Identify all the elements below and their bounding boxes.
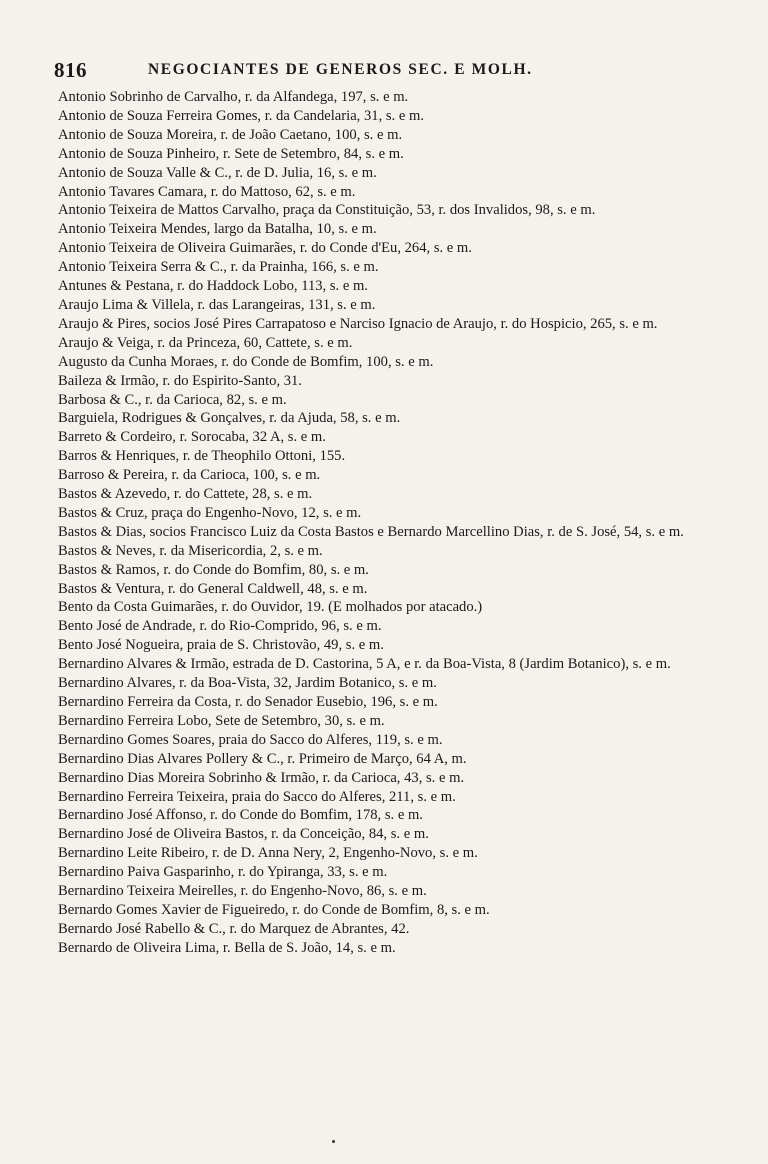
- list-item: Bernardino José de Oliveira Bastos, r. da Conceição, 84, s. e m.: [58, 826, 429, 843]
- list-item: Araujo & Veiga, r. da Princeza, 60, Cattete, s. e m.: [58, 334, 353, 351]
- list-item: Barreto & Cordeiro, r. Sorocaba, 32 A, s. e m.: [58, 429, 326, 446]
- list-item: Bernardo José Rabello & C., r. do Marquez de Abrantes, 42.: [58, 920, 410, 937]
- list-item: Antunes & Pestana, r. do Haddock Lobo, 113, s. e m.: [58, 278, 368, 295]
- list-item: Bernardino Dias Alvares Pollery & C., r. Primeiro de Março, 64 A, m.: [58, 750, 467, 767]
- list-item: Bernardo de Oliveira Lima, r. Bella de S. João, 14, s. e m.: [58, 939, 396, 956]
- list-item: Antonio Teixeira Mendes, largo da Batalha, 10, s. e m.: [58, 221, 377, 238]
- list-item: Araujo & Pires, socios José Pires Carrapatoso e Narciso Ignacio de Araujo, r. do Hospicio, 265, s. e m.: [58, 315, 658, 332]
- list-item: Bento José de Andrade, r. do Rio-Comprido, 96, s. e m.: [58, 618, 382, 635]
- list-item: Antonio de Souza Moreira, r. de João Caetano, 100, s. e m.: [58, 126, 403, 143]
- page-header: [54, 58, 698, 82]
- list-item: Bento da Costa Guimarães, r. do Ouvidor, 19. (E molhados por atacado.): [58, 599, 483, 616]
- merchant-list: [58, 88, 694, 958]
- list-item: Bastos & Azevedo, r. do Cattete, 28, s. e m.: [58, 486, 313, 503]
- list-item: Antonio Teixeira Serra & C., r. da Prainha, 166, s. e m.: [58, 259, 379, 276]
- list-item: Bernardino Alvares, r. da Boa-Vista, 32, Jardim Botanico, s. e m.: [58, 675, 437, 692]
- running-head: NEGOCIANTES DE GENEROS SEC. E MOLH.: [148, 61, 533, 78]
- list-item: Bastos & Ramos, r. do Conde do Bomfim, 80, s. e m.: [58, 561, 369, 578]
- print-speck: [332, 1140, 335, 1143]
- list-item: Bernardino Dias Moreira Sobrinho & Irmão, r. da Carioca, 43, s. e m.: [58, 769, 465, 786]
- list-item: Bernardino Ferreira Teixeira, praia do Sacco do Alferes, 211, s. e m.: [58, 788, 456, 805]
- list-item: Antonio Teixeira de Oliveira Guimarães, r. do Conde d'Eu, 264, s. e m.: [58, 240, 472, 257]
- list-item: Antonio Tavares Camara, r. do Mattoso, 62, s. e m.: [58, 183, 356, 200]
- list-item: Bernardino Paiva Gasparinho, r. do Ypiranga, 33, s. e m.: [58, 864, 388, 881]
- list-item: Bernardino Ferreira da Costa, r. do Senador Eusebio, 196, s. e m.: [58, 694, 438, 710]
- list-item: Bernardo Gomes Xavier de Figueiredo, r. do Conde de Bomfim, 8, s. e m.: [58, 901, 490, 918]
- list-item: Antonio de Souza Pinheiro, r. Sete de Setembro, 84, s. e m.: [58, 145, 404, 162]
- list-item: Antonio de Souza Ferreira Gomes, r. da Candelaria, 31, s. e m.: [58, 107, 424, 124]
- page-number: 816: [54, 58, 87, 82]
- list-item: Antonio Sobrinho de Carvalho, r. da Alfandega, 197, s. e m.: [58, 89, 409, 105]
- list-item: Barroso & Pereira, r. da Carioca, 100, s. e m.: [58, 467, 321, 484]
- list-item: Antonio de Souza Valle & C., r. de D. Julia, 16, s. e m.: [58, 164, 377, 181]
- list-item: Bastos & Dias, socios Francisco Luiz da Costa Bastos e Bernardo Marcellino Dias, r. de S. José, 54, s. e m.: [58, 523, 684, 540]
- list-item: Antonio Teixeira de Mattos Carvalho, praça da Constituição, 53, r. dos Invalidos, 98, s. e m.: [58, 202, 596, 219]
- list-item: Barbosa & C., r. da Carioca, 82, s. e m.: [58, 391, 287, 408]
- list-item: Bernardino José Affonso, r. do Conde do Bomfim, 178, s. e m.: [58, 807, 423, 824]
- list-item: Baileza & Irmão, r. do Espirito-Santo, 31.: [58, 372, 302, 389]
- list-item: Araujo Lima & Villela, r. das Larangeiras, 131, s. e m.: [58, 296, 376, 313]
- list-item: Bento José Nogueira, praia de S. Christovão, 49, s. e m.: [58, 637, 384, 654]
- list-item: Bastos & Ventura, r. do General Caldwell, 48, s. e m.: [58, 580, 368, 597]
- list-item: Barros & Henriques, r. de Theophilo Ottoni, 155.: [58, 448, 346, 465]
- list-item: Bernardino Alvares & Irmão, estrada de D. Castorina, 5 A, e r. da Boa-Vista, 8 (Jardim Botanico), s. e m.: [58, 656, 671, 673]
- list-item: Bernardino Ferreira Lobo, Sete de Setembro, 30, s. e m.: [58, 712, 385, 729]
- list-item: Bastos & Cruz, praça do Engenho-Novo, 12, s. e m.: [58, 504, 362, 521]
- list-item: Augusto da Cunha Moraes, r. do Conde de Bomfim, 100, s. e m.: [58, 353, 434, 370]
- list-item: Bernardino Leite Ribeiro, r. de D. Anna Nery, 2, Engenho-Novo, s. e m.: [58, 845, 478, 862]
- list-item: Barguiela, Rodrigues & Gonçalves, r. da Ajuda, 58, s. e m.: [58, 410, 401, 427]
- list-item: Bernardino Gomes Soares, praia do Sacco do Alferes, 119, s. e m.: [58, 731, 443, 748]
- list-item: Bernardino Teixeira Meirelles, r. do Engenho-Novo, 86, s. e m.: [58, 883, 427, 900]
- list-item: Bastos & Neves, r. da Misericordia, 2, s. e m.: [58, 542, 323, 559]
